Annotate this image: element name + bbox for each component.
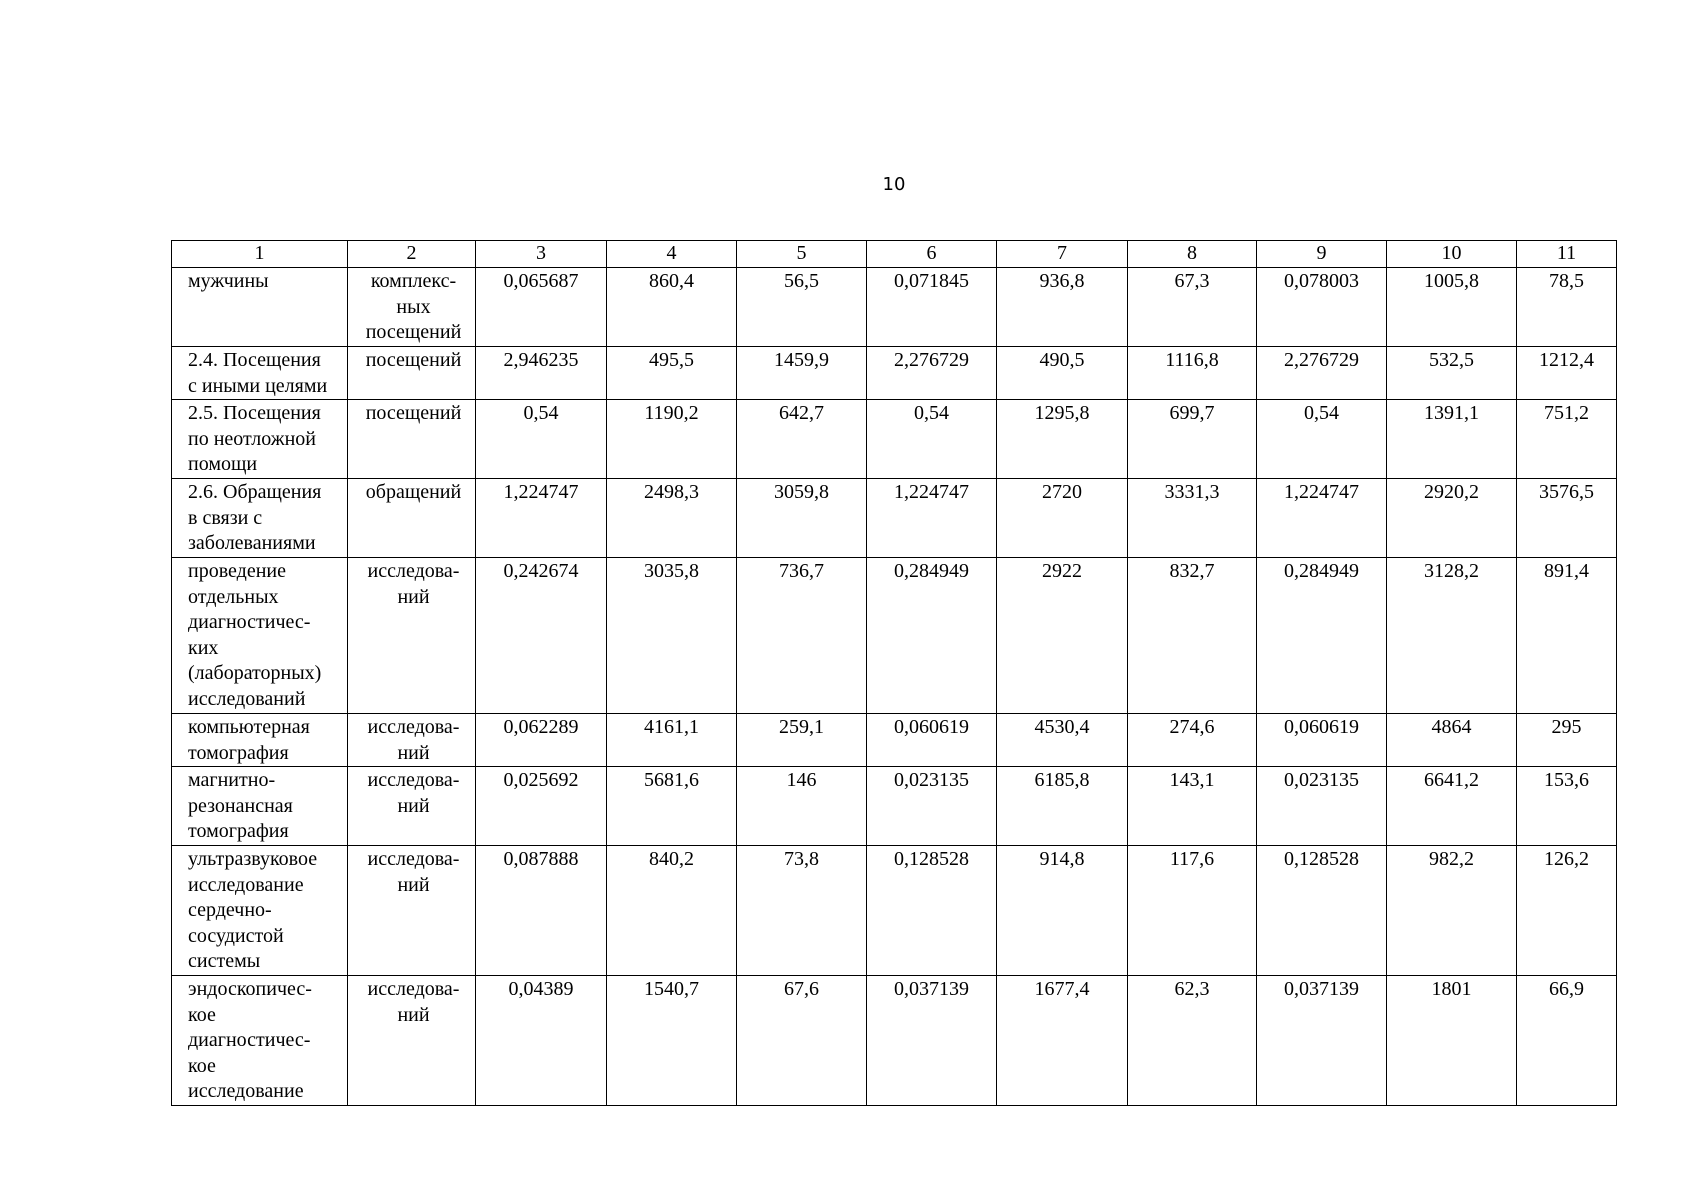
value-cell: 0,037139 bbox=[1257, 976, 1387, 1106]
value-cell: 1295,8 bbox=[997, 400, 1128, 479]
value-cell: 67,3 bbox=[1128, 268, 1257, 347]
value-cell: 0,54 bbox=[867, 400, 997, 479]
row-name-cell bbox=[172, 400, 348, 479]
header-cell: 10 bbox=[1387, 241, 1517, 268]
value-cell: 2,276729 bbox=[1257, 347, 1387, 400]
row-name-line: томография bbox=[188, 741, 289, 764]
row-unit-line: ний bbox=[397, 1003, 430, 1026]
value-cell: 0,023135 bbox=[1257, 767, 1387, 846]
value-cell: 1212,4 bbox=[1517, 347, 1617, 400]
value-cell: 0,023135 bbox=[867, 767, 997, 846]
row-name-line: кое bbox=[188, 1003, 216, 1026]
row-unit-line: исследова- bbox=[367, 716, 460, 738]
row-name-line: мужчины bbox=[188, 270, 269, 292]
table-row bbox=[172, 767, 1617, 846]
value-cell: 936,8 bbox=[997, 268, 1128, 347]
value-cell: 3059,8 bbox=[737, 479, 867, 558]
row-name-line: заболеваниями bbox=[188, 532, 316, 554]
value-cell: 0,037139 bbox=[867, 976, 997, 1106]
value-cell: 982,2 bbox=[1387, 846, 1517, 976]
value-cell: 2,946235 bbox=[476, 347, 607, 400]
value-cell: 146 bbox=[737, 767, 867, 846]
value-cell: 490,5 bbox=[997, 347, 1128, 400]
row-unit-cell bbox=[348, 479, 476, 558]
row-name-line: 2.5. Посещения bbox=[188, 402, 321, 424]
table-row bbox=[172, 714, 1617, 767]
row-unit-cell bbox=[348, 767, 476, 846]
value-cell: 3035,8 bbox=[607, 558, 737, 714]
value-cell: 67,6 bbox=[737, 976, 867, 1106]
value-cell: 1801 bbox=[1387, 976, 1517, 1106]
value-cell: 3576,5 bbox=[1517, 479, 1617, 558]
value-cell: 891,4 bbox=[1517, 558, 1617, 714]
row-unit-cell bbox=[348, 976, 476, 1106]
row-unit-line: ний bbox=[397, 873, 430, 896]
value-cell: 56,5 bbox=[737, 268, 867, 347]
row-name-line: кое bbox=[188, 1054, 216, 1077]
row-name-line: диагностичес- bbox=[188, 1029, 311, 1051]
value-cell: 4161,1 bbox=[607, 714, 737, 767]
row-name-cell bbox=[172, 767, 348, 846]
row-unit-line: ний bbox=[397, 794, 430, 817]
row-name-line: отдельных bbox=[188, 585, 279, 608]
header-cell: 5 bbox=[737, 241, 867, 268]
table-row bbox=[172, 479, 1617, 558]
value-cell: 0,54 bbox=[1257, 400, 1387, 479]
value-cell: 2,276729 bbox=[867, 347, 997, 400]
row-name-line: 2.6. Обращения bbox=[188, 481, 322, 503]
row-name-line: сердечно- bbox=[188, 899, 272, 921]
row-name-cell bbox=[172, 846, 348, 976]
value-cell: 2498,3 bbox=[607, 479, 737, 558]
value-cell: 3331,3 bbox=[1128, 479, 1257, 558]
row-name-line: эндоскопичес- bbox=[188, 978, 312, 1000]
row-unit-line: исследова- bbox=[367, 769, 460, 791]
value-cell: 0,242674 bbox=[476, 558, 607, 714]
row-name-line: проведение bbox=[188, 560, 286, 582]
value-cell: 117,6 bbox=[1128, 846, 1257, 976]
value-cell: 73,8 bbox=[737, 846, 867, 976]
row-unit-line: ний bbox=[397, 741, 430, 764]
value-cell: 1391,1 bbox=[1387, 400, 1517, 479]
value-cell: 914,8 bbox=[997, 846, 1128, 976]
row-name-line: 2.4. Посещения bbox=[188, 349, 321, 371]
value-cell: 0,04389 bbox=[476, 976, 607, 1106]
row-unit-cell bbox=[348, 347, 476, 400]
page-number: 10 bbox=[882, 174, 906, 195]
value-cell: 840,2 bbox=[607, 846, 737, 976]
row-name-cell bbox=[172, 714, 348, 767]
row-unit-cell bbox=[348, 268, 476, 347]
header-cell: 9 bbox=[1257, 241, 1387, 268]
value-cell: 1459,9 bbox=[737, 347, 867, 400]
row-unit-cell bbox=[348, 846, 476, 976]
row-name-line: ультразвуковое bbox=[188, 848, 318, 870]
value-cell: 495,5 bbox=[607, 347, 737, 400]
value-cell: 66,9 bbox=[1517, 976, 1617, 1106]
row-unit-line: ний bbox=[397, 585, 430, 608]
row-name-cell bbox=[172, 268, 348, 347]
value-cell: 5681,6 bbox=[607, 767, 737, 846]
value-cell: 143,1 bbox=[1128, 767, 1257, 846]
value-cell: 0,065687 bbox=[476, 268, 607, 347]
value-cell: 0,071845 bbox=[867, 268, 997, 347]
data-table bbox=[171, 240, 1617, 1106]
value-cell: 736,7 bbox=[737, 558, 867, 714]
row-name-line: диагностичес- bbox=[188, 611, 311, 633]
row-name-line: сосудистой bbox=[188, 924, 284, 947]
row-unit-line: комплекс- bbox=[370, 270, 457, 292]
value-cell: 642,7 bbox=[737, 400, 867, 479]
header-cell: 8 bbox=[1128, 241, 1257, 268]
value-cell: 1116,8 bbox=[1128, 347, 1257, 400]
value-cell: 2720 bbox=[997, 479, 1128, 558]
value-cell: 1677,4 bbox=[997, 976, 1128, 1106]
table-header-row bbox=[172, 241, 1617, 268]
header-cell: 7 bbox=[997, 241, 1128, 268]
row-unit-line: обращений bbox=[365, 481, 462, 503]
row-unit-line: посещений bbox=[365, 349, 462, 371]
value-cell: 295 bbox=[1517, 714, 1617, 767]
header-cell: 4 bbox=[607, 241, 737, 268]
row-name-cell bbox=[172, 347, 348, 400]
value-cell: 1540,7 bbox=[607, 976, 737, 1106]
header-cell: 6 bbox=[867, 241, 997, 268]
value-cell: 0,060619 bbox=[867, 714, 997, 767]
value-cell: 126,2 bbox=[1517, 846, 1617, 976]
value-cell: 6641,2 bbox=[1387, 767, 1517, 846]
row-unit-line: посещений bbox=[365, 402, 462, 424]
value-cell: 0,284949 bbox=[867, 558, 997, 714]
table-row bbox=[172, 400, 1617, 479]
header-cell: 3 bbox=[476, 241, 607, 268]
header-cell: 1 bbox=[172, 241, 348, 268]
table-row bbox=[172, 976, 1617, 1106]
row-name-line: ких bbox=[188, 636, 219, 659]
value-cell: 0,54 bbox=[476, 400, 607, 479]
value-cell: 832,7 bbox=[1128, 558, 1257, 714]
value-cell: 0,025692 bbox=[476, 767, 607, 846]
table-row bbox=[172, 347, 1617, 400]
row-unit-line: исследова- bbox=[367, 848, 460, 870]
value-cell: 259,1 bbox=[737, 714, 867, 767]
row-name-line: с иными целями bbox=[188, 374, 328, 397]
row-name-line: исследование bbox=[188, 873, 304, 896]
row-name-line: в связи с bbox=[188, 506, 263, 529]
value-cell: 0,284949 bbox=[1257, 558, 1387, 714]
value-cell: 532,5 bbox=[1387, 347, 1517, 400]
row-name-cell bbox=[172, 976, 348, 1106]
value-cell: 3128,2 bbox=[1387, 558, 1517, 714]
header-cell: 2 bbox=[348, 241, 476, 268]
table-row bbox=[172, 558, 1617, 714]
row-name-line: системы bbox=[188, 950, 261, 972]
value-cell: 4864 bbox=[1387, 714, 1517, 767]
value-cell: 0,062289 bbox=[476, 714, 607, 767]
row-unit-line: ных bbox=[396, 295, 431, 318]
header-cell: 11 bbox=[1517, 241, 1617, 268]
row-unit-cell bbox=[348, 400, 476, 479]
value-cell: 860,4 bbox=[607, 268, 737, 347]
row-unit-line: посещений bbox=[365, 321, 462, 343]
value-cell: 699,7 bbox=[1128, 400, 1257, 479]
value-cell: 2922 bbox=[997, 558, 1128, 714]
value-cell: 0,128528 bbox=[1257, 846, 1387, 976]
value-cell: 153,6 bbox=[1517, 767, 1617, 846]
value-cell: 1190,2 bbox=[607, 400, 737, 479]
row-name-line: компьютерная bbox=[188, 716, 310, 738]
row-name-line: магнитно- bbox=[188, 769, 276, 791]
row-name-line: томография bbox=[188, 820, 289, 842]
row-name-line: резонансная bbox=[188, 794, 293, 817]
row-name-line: исследование bbox=[188, 1080, 304, 1102]
value-cell: 1,224747 bbox=[867, 479, 997, 558]
value-cell: 6185,8 bbox=[997, 767, 1128, 846]
value-cell: 0,128528 bbox=[867, 846, 997, 976]
row-name-cell bbox=[172, 479, 348, 558]
value-cell: 0,087888 bbox=[476, 846, 607, 976]
value-cell: 2920,2 bbox=[1387, 479, 1517, 558]
value-cell: 0,060619 bbox=[1257, 714, 1387, 767]
value-cell: 4530,4 bbox=[997, 714, 1128, 767]
row-unit-cell bbox=[348, 558, 476, 714]
row-name-line: помощи bbox=[188, 453, 258, 475]
row-unit-cell bbox=[348, 714, 476, 767]
row-unit-line: исследова- bbox=[367, 978, 460, 1000]
row-unit-line: исследова- bbox=[367, 560, 460, 582]
value-cell: 1,224747 bbox=[476, 479, 607, 558]
value-cell: 1005,8 bbox=[1387, 268, 1517, 347]
table-row bbox=[172, 846, 1617, 976]
table-row bbox=[172, 268, 1617, 347]
value-cell: 274,6 bbox=[1128, 714, 1257, 767]
value-cell: 751,2 bbox=[1517, 400, 1617, 479]
row-name-line: по неотложной bbox=[188, 427, 316, 450]
value-cell: 78,5 bbox=[1517, 268, 1617, 347]
value-cell: 1,224747 bbox=[1257, 479, 1387, 558]
value-cell: 0,078003 bbox=[1257, 268, 1387, 347]
row-name-line: исследований bbox=[188, 687, 306, 710]
row-name-cell bbox=[172, 558, 348, 714]
value-cell: 62,3 bbox=[1128, 976, 1257, 1106]
row-name-line: (лабораторных) bbox=[188, 662, 322, 684]
